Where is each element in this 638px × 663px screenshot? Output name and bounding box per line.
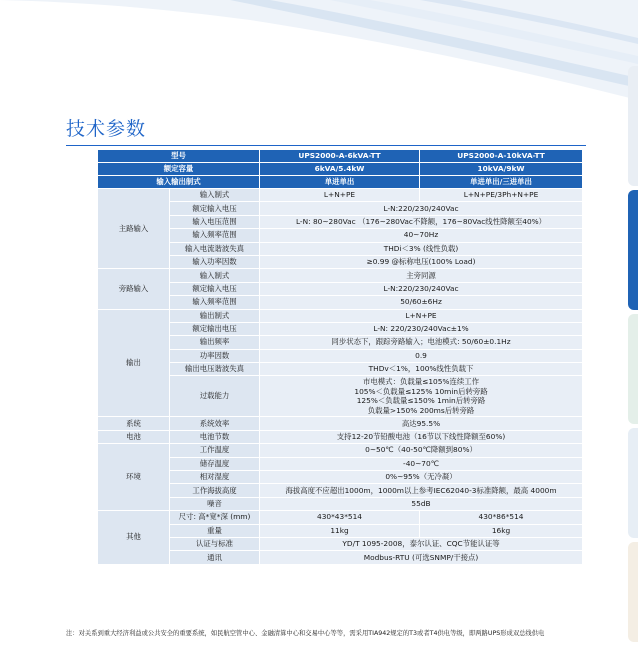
table-row: [98, 537, 583, 550]
row-value: ≥0.99 @标称电压(100% Load): [260, 255, 583, 268]
table-row: [98, 363, 583, 376]
side-tab-3: [628, 314, 638, 424]
row-value: 430*86*514: [420, 511, 583, 524]
table-row: [98, 202, 583, 215]
table-row: [98, 511, 583, 524]
table-row: [98, 255, 583, 268]
row-label: 过载能力: [170, 376, 260, 417]
row-value: 55dB: [260, 497, 583, 510]
row-label: 噪音: [170, 497, 260, 510]
row-value: 0%~95%（无冷凝）: [260, 471, 583, 484]
table-row: [98, 282, 583, 295]
footnote: 注：对关系到重大经济利益或公共安全的重要系统，如民航空管中心、金融清算中心和交易中心等等，需采用TIA942规定的T3或者T4供电等级，即两路UPS形成双总线供电: [66, 630, 545, 637]
row-value: YD/T 1095-2008，泰尔认证、CQC节能认证等: [260, 537, 583, 550]
spec-table: [97, 149, 583, 565]
row-value: 海拔高度不应超出1000m，1000m以上参考IEC62040-3标准降额，最高 4000m: [260, 484, 583, 497]
table-row: [98, 242, 583, 255]
row-label: 输入电流谐波失真: [170, 242, 260, 255]
overload-line: 市电模式：负载量≤105%连续工作: [363, 377, 480, 387]
group-label: 旁路输入: [98, 269, 170, 309]
row-label: 电池节数: [170, 430, 260, 443]
row-value: THDi＜3% (线性负载): [260, 242, 583, 255]
table-row: [98, 322, 583, 335]
table-row: [98, 484, 583, 497]
row-value: 0.9: [260, 349, 583, 362]
row-label: 储存温度: [170, 457, 260, 470]
table-row: [98, 229, 583, 242]
row-value: L+N+PE/3Ph+N+PE: [420, 189, 583, 202]
table-row: [98, 457, 583, 470]
row-value: 40~70Hz: [260, 229, 583, 242]
row-value: 0~50℃（40-50℃降额到80%）: [260, 444, 583, 457]
row-label: 额定输出电压: [170, 322, 260, 335]
overload-line: 负载量>150% 200ms后转旁路: [367, 406, 475, 416]
table-row: [98, 189, 583, 202]
header-value: 单进单出: [260, 176, 420, 189]
header-value: UPS2000-A-6kVA-TT: [260, 150, 420, 163]
row-label: 认证与标准: [170, 537, 260, 550]
table-row: [98, 497, 583, 510]
row-value: 11kg: [260, 524, 420, 537]
overload-line: 125%＜负载量≤150% 1min后转旁路: [356, 396, 486, 406]
row-value: 16kg: [420, 524, 583, 537]
header-value: 单进单出/三进单出: [420, 176, 583, 189]
row-label: 输入制式: [170, 269, 260, 282]
row-label: 输入功率因数: [170, 255, 260, 268]
header-label: 型号: [98, 150, 260, 163]
table-row: [98, 296, 583, 309]
header-row-io: [98, 176, 583, 189]
row-label: 额定输入电压: [170, 282, 260, 295]
table-row: [98, 309, 583, 322]
side-tab-2-active: [628, 190, 638, 310]
table-row: [98, 215, 583, 228]
row-label: 输入频率范围: [170, 229, 260, 242]
table-row: [98, 336, 583, 349]
row-value: L+N+PE: [260, 309, 583, 322]
row-label: 输出频率: [170, 336, 260, 349]
header-row-capacity: [98, 163, 583, 176]
group-label: 其他: [98, 511, 170, 565]
row-value: THDv＜1%，100%线性负载下: [260, 363, 583, 376]
row-label: 通讯: [170, 551, 260, 564]
row-label: 功率因数: [170, 349, 260, 362]
table-row: [98, 269, 583, 282]
row-label: 重量: [170, 524, 260, 537]
side-tab-1: [628, 66, 638, 186]
row-value: 50/60±6Hz: [260, 296, 583, 309]
row-label: 相对湿度: [170, 471, 260, 484]
row-value: 430*43*514: [260, 511, 420, 524]
group-label: 主路输入: [98, 189, 170, 269]
row-label: 输出制式: [170, 309, 260, 322]
row-value: L-N: 80~280Vac （176~280Vac不降额，176~80Vac线性降额至40%）: [260, 215, 583, 228]
table-row: [98, 551, 583, 564]
row-label: 系统效率: [170, 417, 260, 430]
row-label: 工作温度: [170, 444, 260, 457]
overload-line: 105%＜负载量≤125% 10min后转旁路: [354, 386, 488, 396]
row-label: 输入电压范围: [170, 215, 260, 228]
row-value: 同步状态下，跟踪旁路输入；电池模式: 50/60±0.1Hz: [260, 336, 583, 349]
group-label: 系统: [98, 417, 170, 430]
row-value: 支持12-20节铅酸电池（16节以下线性降额至60%): [260, 430, 583, 443]
header-label: 输入输出制式: [98, 176, 260, 189]
table-row: [98, 417, 583, 430]
table-row: [98, 430, 583, 443]
table-row: [98, 444, 583, 457]
row-value: L-N:220/230/240Vac: [260, 282, 583, 295]
table-row: [98, 524, 583, 537]
row-label: 输入制式: [170, 189, 260, 202]
header-value: 10kVA/9kW: [420, 163, 583, 176]
side-tab-4: [628, 428, 638, 538]
side-tab-5: [628, 542, 638, 642]
page-title: 技术参数: [66, 118, 147, 140]
row-label: 额定输入电压: [170, 202, 260, 215]
header-row-model: [98, 150, 583, 163]
group-label: 电池: [98, 430, 170, 443]
row-value: 主旁同源: [260, 269, 583, 282]
header-label: 额定容量: [98, 163, 260, 176]
table-row-overload: [98, 376, 583, 417]
row-value: L-N:220/230/240Vac: [260, 202, 583, 215]
row-value: -40~70℃: [260, 457, 583, 470]
overload-values: [260, 376, 583, 417]
row-label: 输出电压谐波失真: [170, 363, 260, 376]
table-row: [98, 349, 583, 362]
row-label: 工作海拔高度: [170, 484, 260, 497]
row-label: 输入频率范围: [170, 296, 260, 309]
group-label: 环境: [98, 444, 170, 511]
title-underline: [66, 145, 586, 146]
row-value: Modbus-RTU (可选SNMP/干接点): [260, 551, 583, 564]
group-label: 输出: [98, 309, 170, 417]
table-row: [98, 471, 583, 484]
row-value: 高达95.5%: [260, 417, 583, 430]
header-value: UPS2000-A-10kVA-TT: [420, 150, 583, 163]
row-value: L+N+PE: [260, 189, 420, 202]
header-swoosh-decoration: [0, 0, 638, 110]
row-value: L-N: 220/230/240Vac±1%: [260, 322, 583, 335]
row-label: 尺寸: 高*宽*深 (mm): [170, 511, 260, 524]
header-value: 6kVA/5.4kW: [260, 163, 420, 176]
